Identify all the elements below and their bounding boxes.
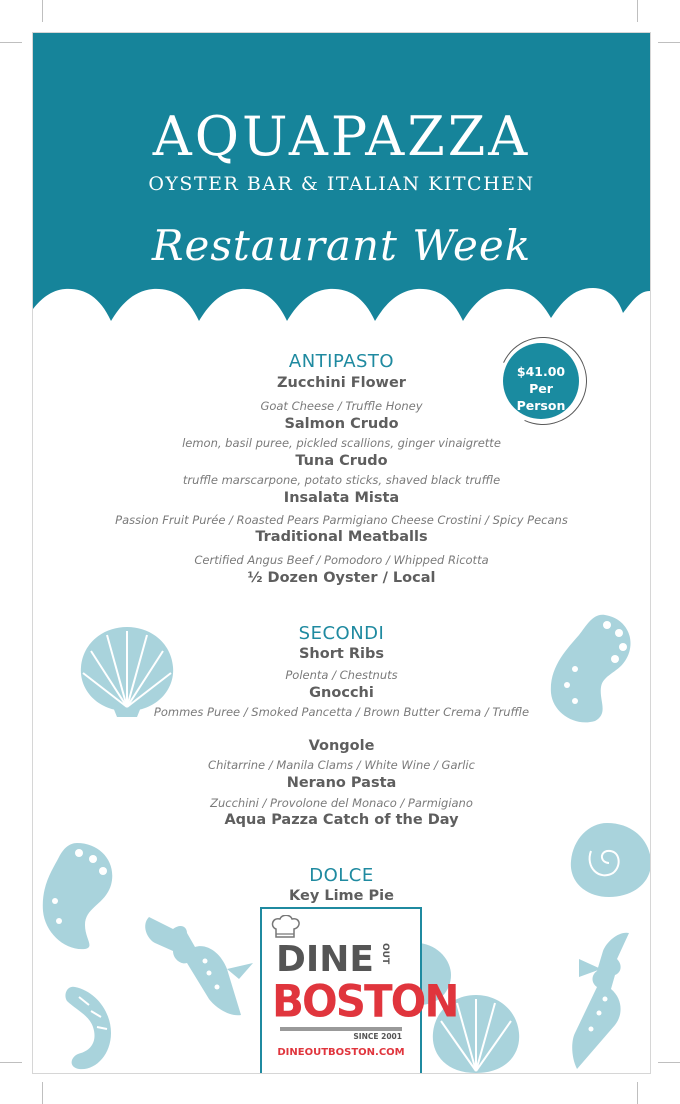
logo-url-text: DINEOUTBOSTON.COM — [277, 1047, 405, 1058]
crop-mark — [658, 1062, 680, 1063]
section-heading-secondi: SECONDI — [298, 623, 385, 644]
menu-item-desc: Passion Fruit Purée / Roasted Pears Parmigiano Cheese Crostini / Spicy Pecans — [115, 513, 568, 527]
brand-subtitle: OYSTER BAR & ITALIAN KITCHEN — [148, 173, 535, 195]
squid-icon — [129, 903, 259, 1033]
crop-mark — [42, 0, 43, 22]
menu-item-name: Zucchini Flower — [277, 375, 406, 391]
menu-item-name: ½ Dozen Oyster / Local — [247, 570, 436, 586]
menu-item-name: Vongole — [308, 738, 375, 754]
menu-item-desc: Chitarrine / Manila Clams / White Wine / Garlic — [208, 758, 475, 772]
crop-mark — [658, 42, 680, 43]
crop-mark — [637, 0, 638, 22]
menu-item-desc: Goat Cheese / Truffle Honey — [260, 399, 423, 413]
menu-item-name: Key Lime Pie — [289, 888, 394, 904]
chef-hat-icon — [270, 915, 300, 941]
crop-mark — [0, 1062, 22, 1063]
crop-mark — [0, 42, 22, 43]
menu-item-name: Gnocchi — [309, 685, 374, 701]
section-heading-antipasto: ANTIPASTO — [288, 351, 395, 372]
menu-sheet — [32, 32, 651, 1074]
logo-since-text: SINCE 2001 — [280, 1027, 402, 1041]
menu-item-name: Insalata Mista — [283, 490, 400, 506]
menu-item-name: Salmon Crudo — [284, 416, 399, 432]
menu-item-name: Nerano Pasta — [286, 775, 397, 791]
price-amount: $41.00 — [516, 364, 566, 379]
logo-out-text: OUT — [380, 943, 390, 965]
header-banner — [33, 33, 650, 333]
squid-right-icon — [519, 929, 649, 1073]
menu-item-desc: Polenta / Chestnuts — [285, 668, 398, 682]
menu-item-name: Traditional Meatballs — [255, 529, 428, 545]
dine-out-boston-logo — [260, 907, 458, 1074]
section-heading-dolce: DOLCE — [309, 865, 374, 886]
menu-item-name: Aqua Pazza Catch of the Day — [224, 812, 459, 828]
brand-name: AQUAPAZZA — [152, 105, 531, 168]
nautilus-icon — [563, 819, 651, 899]
event-title: Restaurant Week — [151, 221, 532, 270]
menu-item-desc: truffle marscarpone, potato sticks, shaved black truffle — [182, 473, 501, 487]
shrimp-icon — [45, 983, 125, 1073]
price-unit: Per Person — [516, 381, 566, 413]
crop-mark — [42, 1082, 43, 1104]
menu-item-desc: Pommes Puree / Smoked Pancetta / Brown Butter Crema / Truffle — [153, 705, 530, 719]
crop-mark — [637, 1082, 638, 1104]
logo-dine-text: DINE — [276, 939, 374, 980]
menu-item-name: Tuna Crudo — [295, 453, 388, 469]
logo-boston-text: BOSTON — [272, 975, 458, 1028]
menu-item-desc: lemon, basil puree, pickled scallions, ginger vinaigrette — [182, 436, 501, 450]
menu-item-desc: Certified Angus Beef / Pomodoro / Whipped Ricotta — [194, 553, 489, 567]
menu-item-desc: Zucchini / Provolone del Monaco / Parmigiano — [210, 796, 473, 810]
menu-item-name: Short Ribs — [298, 646, 384, 662]
